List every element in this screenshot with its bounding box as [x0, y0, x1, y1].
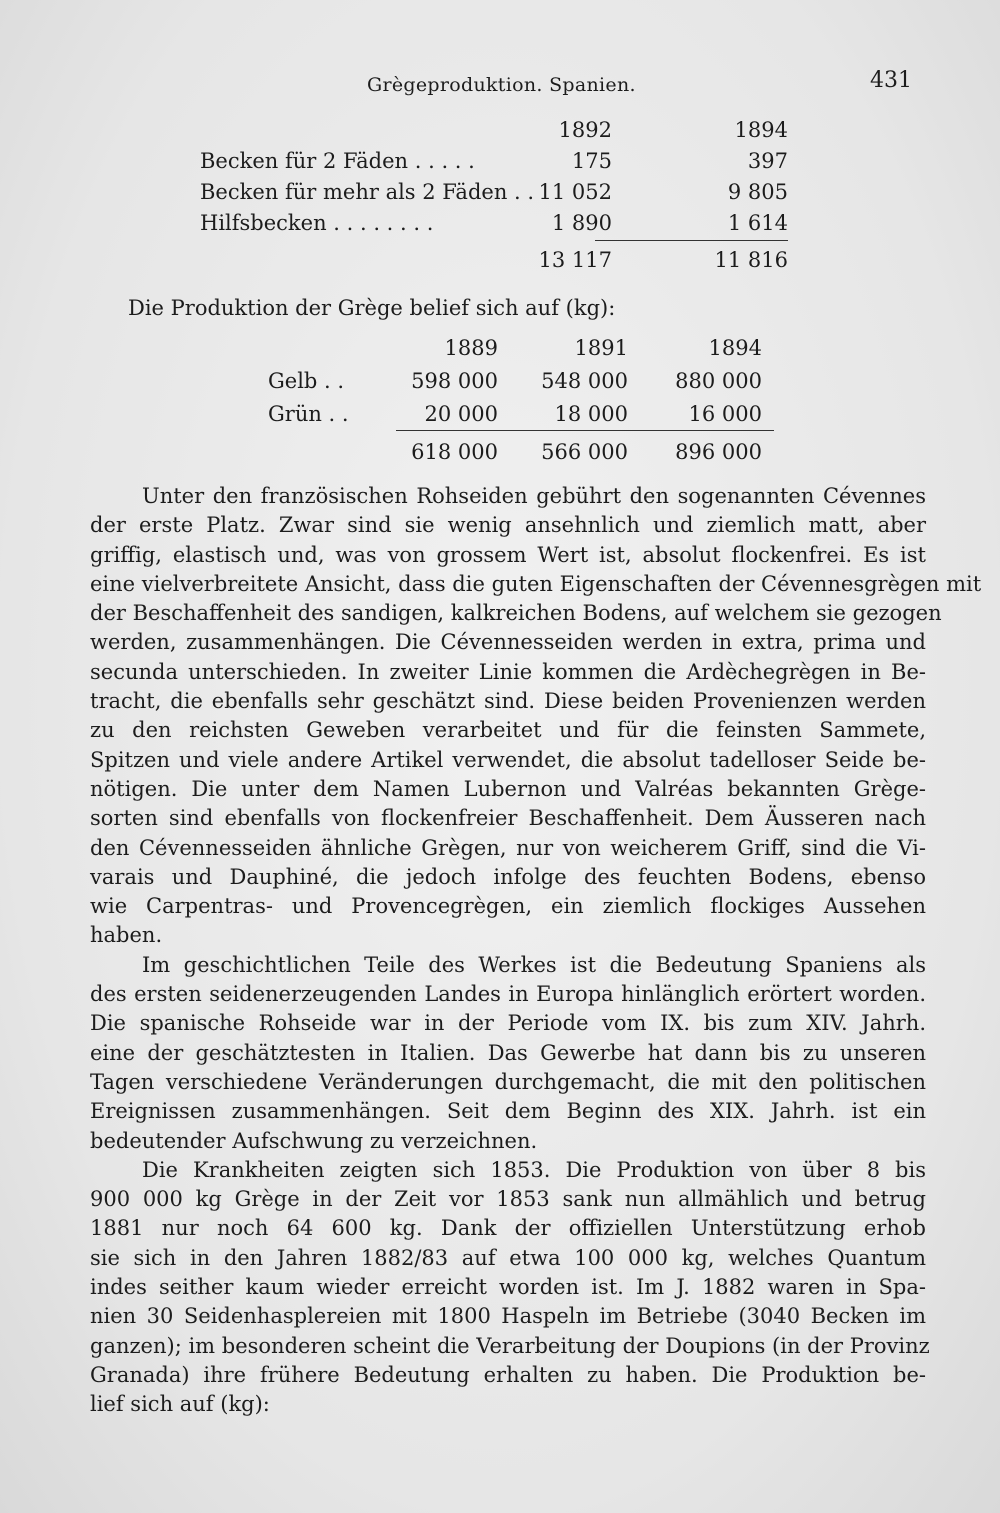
row-value: 20 000	[424, 402, 498, 426]
text-line: ganzen); im besonderen scheint die Verarbeitung der Doupions (in der Provinz	[90, 1333, 930, 1358]
table-row	[200, 211, 810, 242]
text-line: sie sich in den Jahren 1882/83 auf etwa 100 000 kg, welches Quantum	[90, 1245, 926, 1270]
text-line: Tagen verschiedene Veränderungen durchgemacht, die mit den politischen	[90, 1069, 926, 1094]
body-text	[90, 482, 982, 1420]
row-label: Becken für mehr als 2 Fäden . .	[200, 180, 535, 204]
row-value: 880 000	[675, 369, 762, 393]
text-line: der Beschaffenheit des sandigen, kalkreichen Bodens, auf welchem sie gezogen	[90, 601, 942, 626]
row-value: 1 890	[551, 211, 612, 235]
production-table	[268, 336, 788, 473]
table-row	[200, 180, 810, 211]
sum-rule	[396, 430, 774, 431]
text-line: Die spanische Rohseide war in der Periode vom IX. bis zum XIV. Jahrh.	[90, 1011, 926, 1036]
text-line: Unter den französischen Rohseiden gebührt den sogenannten Cévennes	[142, 484, 926, 508]
row-value: 397	[747, 149, 788, 173]
basin-table	[200, 118, 810, 279]
total-value: 13 117	[538, 248, 612, 272]
text-line: Im geschichtlichen Teile des Werkes ist die Bedeutung Spaniens als	[142, 952, 926, 977]
text-line: werden, zusammenhängen. Die Cévennesseiden werden in extra, prima und	[90, 630, 926, 655]
year-1891: 1891	[574, 336, 628, 360]
totals-row	[268, 440, 788, 473]
year-1894: 1894	[734, 118, 788, 142]
text-line: eine vielverbreitete Ansicht, dass die guten Eigenschaften der Cévennesgrègen mit	[90, 571, 982, 596]
paragraph	[90, 951, 926, 1156]
row-value: 16 000	[688, 402, 762, 426]
text-line: 900 000 kg Grège in der Zeit vor 1853 sank nun allmählich und betrug	[90, 1187, 926, 1212]
totals-row	[200, 248, 810, 279]
row-value: 18 000	[554, 402, 628, 426]
year-1892: 1892	[558, 118, 612, 142]
text-line: zu den reichsten Geweben verarbeitet und für die feinsten Sammete,	[90, 718, 926, 743]
production-intro: Die Produktion der Grège belief sich auf (kg):	[128, 296, 616, 320]
text-line: Granada) ihre frühere Bedeutung erhalten zu haben. Die Produktion be-	[90, 1362, 926, 1387]
row-value: 1 614	[727, 211, 788, 235]
table-row	[200, 149, 810, 180]
paragraph	[90, 1156, 930, 1420]
row-label: Hilfsbecken . . . . . . . .	[200, 211, 434, 235]
text-line: lief sich auf (kg):	[90, 1392, 270, 1417]
text-line: sorten sind ebenfalls von flockenfreier Beschaffenheit. Dem Äusseren nach	[90, 806, 926, 831]
text-line: des ersten seidenerzeugenden Landes in Europa hinlänglich erörtert worden.	[90, 982, 926, 1007]
row-label: Grün . .	[268, 402, 349, 426]
text-line: secunda unterschieden. In zweiter Linie kommen die Ardèchegrègen in Be-	[90, 659, 926, 684]
text-line: 1881 nur noch 64 600 kg. Dank der offiziellen Unterstützung erhob	[90, 1216, 926, 1241]
text-line: griffig, elastisch und, was von grossem Wert ist, absolut flockenfrei. Es ist	[90, 542, 926, 567]
text-line: wie Carpentras- und Provencegrègen, ein ziemlich flockiges Aussehen	[90, 894, 926, 919]
text-line: Die Krankheiten zeigten sich 1853. Die Produktion von über 8 bis	[142, 1157, 926, 1182]
text-line: bedeutender Aufschwung zu verzeichnen.	[90, 1128, 538, 1153]
paragraph	[90, 482, 982, 951]
text-line: den Cévennesseiden ähnliche Grègen, nur von weicherem Griff, sind die Vi-	[90, 835, 926, 860]
text-line: Spitzen und viele andere Artikel verwendet, die absolut tadelloser Seide be-	[90, 747, 926, 772]
row-value: 11 052	[538, 180, 612, 204]
page-number: 431	[870, 68, 912, 93]
sum-rule	[595, 240, 788, 241]
text-line: der erste Platz. Zwar sind sie wenig ansehnlich und ziemlich matt, aber	[90, 513, 926, 538]
total-value: 566 000	[541, 440, 628, 464]
basin-table-header	[200, 118, 810, 149]
row-value: 598 000	[411, 369, 498, 393]
year-1889: 1889	[444, 336, 498, 360]
text-line: eine der geschätztesten in Italien. Das Gewerbe hat dann bis zu unseren	[90, 1040, 926, 1065]
text-line: nötigen. Die unter dem Namen Lubernon und Valréas bekannten Grège-	[90, 776, 926, 801]
production-table-header	[268, 336, 788, 369]
text-line: haben.	[90, 923, 163, 948]
text-line: Ereignissen zusammenhängen. Seit dem Beginn des XIX. Jahrh. ist ein	[90, 1099, 926, 1124]
row-label: Becken für 2 Fäden . . . . .	[200, 149, 475, 173]
text-line: indes seither kaum wieder erreicht worden ist. Im J. 1882 waren in Spa-	[90, 1275, 926, 1300]
text-line: varais und Dauphiné, die jedoch infolge des feuchten Bodens, ebenso	[90, 864, 926, 889]
row-value: 548 000	[541, 369, 628, 393]
text-line: tracht, die ebenfalls sehr geschätzt sind. Diese beiden Provenienzen werden	[90, 689, 926, 714]
running-title: Grègeproduktion. Spanien.	[367, 74, 636, 96]
total-value: 896 000	[675, 440, 762, 464]
row-value: 175	[571, 149, 612, 173]
row-value: 9 805	[727, 180, 788, 204]
row-label: Gelb . .	[268, 369, 345, 393]
text-line: nien 30 Seidenhasplereien mit 1800 Haspeln im Betriebe (3040 Becken im	[90, 1304, 926, 1329]
year-1894: 1894	[708, 336, 762, 360]
table-row	[268, 369, 788, 402]
total-value: 11 816	[714, 248, 788, 272]
total-value: 618 000	[411, 440, 498, 464]
